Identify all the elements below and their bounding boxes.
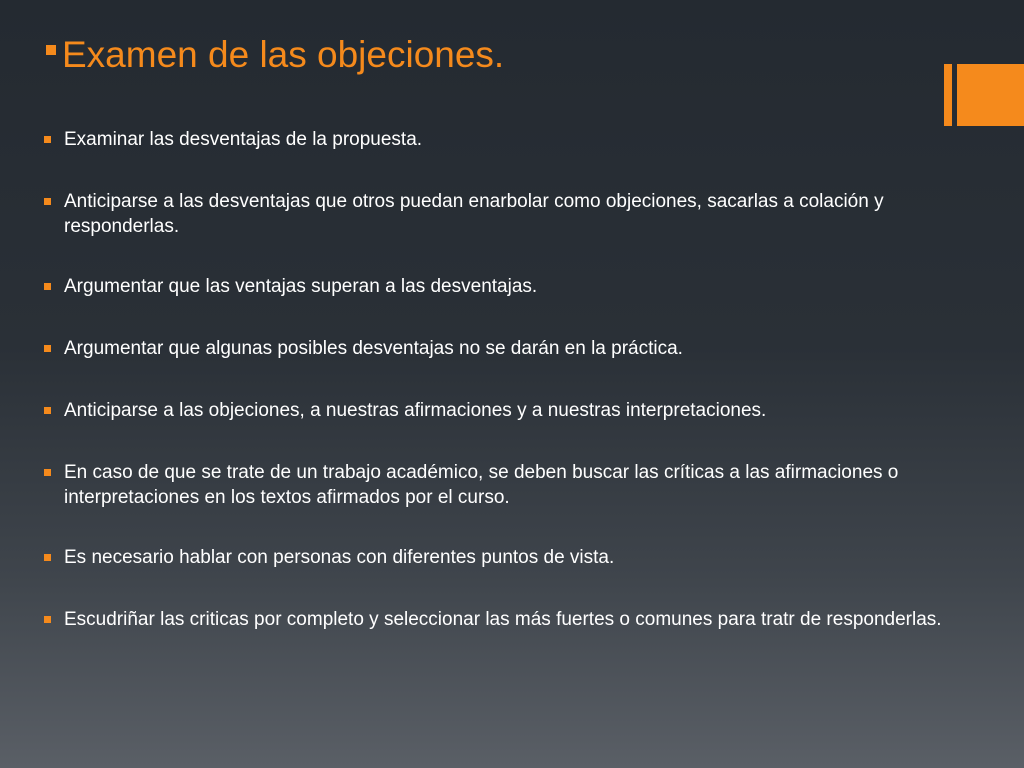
bullet-item xyxy=(44,607,994,632)
bullet-text: Argumentar que las ventajas superan a las desventajas. xyxy=(64,276,538,297)
bullet-text: Anticiparse a las desventajas que otros puedan enarbolar como objeciones, sacarlas a colación y responderlas. xyxy=(64,191,884,237)
bullet-text: Examinar las desventajas de la propuesta. xyxy=(64,129,423,150)
square-bullet-icon xyxy=(46,45,56,55)
bullet-text: En caso de que se trate de un trabajo académico, se deben buscar las críticas a las afirmaciones o interpretaciones en los textos afirmados por el curso. xyxy=(64,462,899,508)
square-bullet-icon xyxy=(44,469,51,476)
accent-bar-thin xyxy=(944,64,952,126)
bullet-list xyxy=(44,127,994,667)
bullet-item xyxy=(44,545,994,570)
bullet-item xyxy=(44,127,994,152)
square-bullet-icon xyxy=(44,616,51,623)
accent-bar-thick xyxy=(957,64,1024,126)
corner-accent-icon xyxy=(944,64,1024,126)
bullet-item xyxy=(44,274,994,299)
square-bullet-icon xyxy=(44,407,51,414)
square-bullet-icon xyxy=(44,345,51,352)
slide-title: Examen de las objeciones. xyxy=(62,34,505,75)
slide-title-row xyxy=(46,30,504,80)
bullet-text: Anticiparse a las objeciones, a nuestras afirmaciones y a nuestras interpretaciones. xyxy=(64,400,767,421)
square-bullet-icon xyxy=(44,283,51,290)
bullet-text: Argumentar que algunas posibles desventajas no se darán en la práctica. xyxy=(64,338,683,359)
square-bullet-icon xyxy=(44,554,51,561)
square-bullet-icon xyxy=(44,198,51,205)
bullet-item xyxy=(44,336,994,361)
bullet-item xyxy=(44,189,994,239)
square-bullet-icon xyxy=(44,136,51,143)
bullet-text: Escudriñar las criticas por completo y seleccionar las más fuertes o comunes para tratr de responderlas. xyxy=(64,609,942,630)
bullet-text: Es necesario hablar con personas con diferentes puntos de vista. xyxy=(64,547,615,568)
bullet-item xyxy=(44,460,994,510)
bullet-item xyxy=(44,398,994,423)
